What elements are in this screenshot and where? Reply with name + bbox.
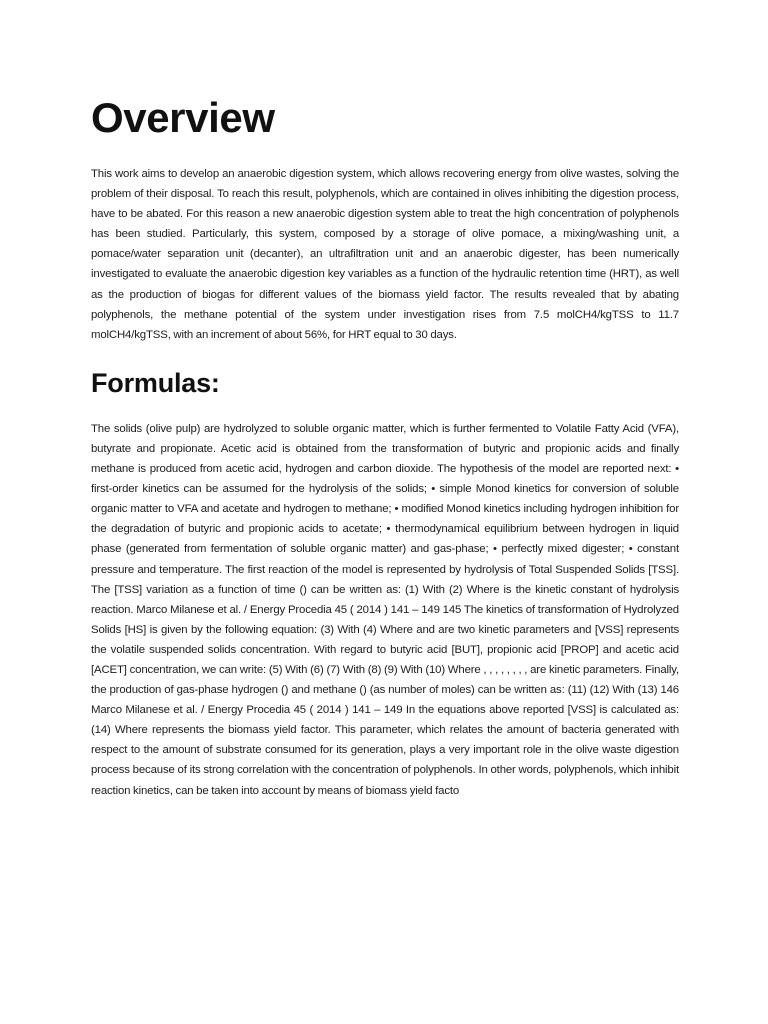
formulas-heading: Formulas:	[91, 367, 220, 398]
overview-paragraph: This work aims to develop an anaerobic digestion system, which allows recovering energy from olive wastes, solving the problem of their disposal. To reach this result, polyphenols, which are contained in olives inhibiting the digestion process, have to be abated. For this reason a new anaerobic digestion system able to treat the high concentration of polyphenols has been studied. Particularly, this system, composed by a storage of olive pomace, a mixing/washing unit, a pomace/water separation unit (decanter), an ultrafiltration unit and an anaerobic digester, has been numerically investigated to evaluate the anaerobic digestion key variables as a function of the hydraulic retention time (HRT), as well as the production of biogas for different values of the biomass yield factor. The results revealed that by abating polyphenols, the methane potential of the system under investigation rises from 7.5 molCH4/kgTSS to 11.7 molCH4/kgTSS, with an increment of about 56%, for HRT equal to 30 days.	[91, 168, 679, 341]
overview-heading: Overview	[91, 94, 275, 141]
document-content	[91, 92, 679, 801]
formulas-paragraph: The solids (olive pulp) are hydrolyzed to soluble organic matter, which is further fermented to Volatile Fatty Acid (VFA), butyrate and propionate. Acetic acid is obtained from the transformation of butyric and propionic acids and finally methane is produced from acetic acid, hydrogen and carbon dioxide. The hypothesis of the model are reported next: • first-order kinetics can be assumed for the hydrolysis of the solids; • simple Monod kinetics for conversion of soluble organic matter to VFA and acetate and hydrogen to methane; • modified Monod kinetics including hydrogen inhibition for the degradation of butyric and propionic acids to acetate; • thermodynamical equilibrium between hydrogen in liquid phase (generated from fermentation of soluble organic matter) and gas-phase; • perfectly mixed digester; • constant pressure and temperature. The first reaction of the model is represented by hydrolysis of Total Suspended Solids [TSS]. The [TSS] variation as a function of time () can be written as: (1) With (2) Where is the kinetic constant of hydrolysis reaction. Marco Milanese et al. / Energy Procedia 45 ( 2014 ) 141 – 149 145 The kinetics of transformation of Hydrolyzed Solids [HS] is given by the following equation: (3) With (4) Where and are two kinetic parameters and [VSS] represents the volatile suspended solids concentration. With regard to butyric acid [BUT], propionic acid [PROP] and acetic acid [ACET] concentration, we can write: (5) With (6) (7) With (8) (9) With (10) Where , , , , , , , , are kinetic parameters. Finally, the production of gas-phase hydrogen () and methane () (as number of moles) can be written as: (11) (12) With (13) 146 Marco Milanese et al. / Energy Procedia 45 ( 2014 ) 141 – 149 In the equations above reported [VSS] is calculated as: (14) Where represents the biomass yield factor. This parameter, which relates the amount of bacteria generated with respect to the amount of substrate consumed for its generation, plays a very important role in the olive waste digestion process because of its strong correlation with the concentration of polyphenols. In other words, polyphenols, which inhibit reaction kinetics, can be taken into account by means of biomass yield facto	[91, 422, 679, 797]
